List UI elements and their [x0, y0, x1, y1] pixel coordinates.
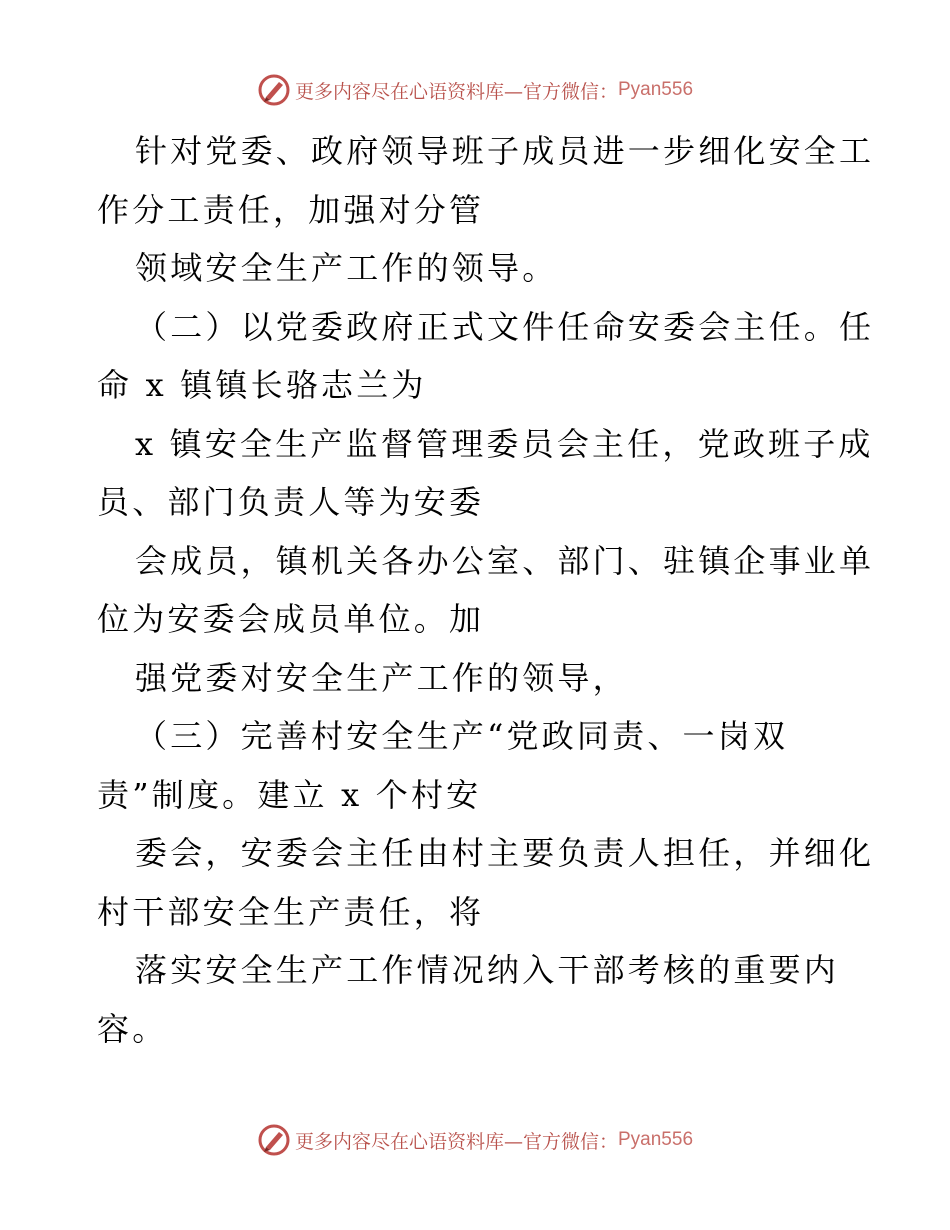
text-line: x 镇安全生产监督管理委员会主任，党政班子成 [135, 424, 874, 463]
header-watermark [0, 70, 950, 110]
text-line: 容。 [97, 1009, 168, 1048]
text-line: 位为安委会成员单位。加 [97, 600, 485, 638]
watermark-text: 更多内容尽在心语资料库—官方微信： [294, 1130, 618, 1153]
text-line: 命 x 镇镇长骆志兰为 [97, 366, 427, 404]
footer-watermark [0, 1120, 950, 1160]
text-line: 落实安全生产工作情况纳入干部考核的重要内 [135, 951, 840, 989]
text-line: 村干部安全生产责任，将 [97, 892, 485, 931]
watermark-id: Pyan556 [618, 1129, 694, 1150]
text-line: 委会，安委会主任由村主要负责人担任，并细化 [135, 834, 875, 872]
watermark-id: Pyan556 [618, 79, 694, 100]
text-line: （二）以党委政府正式文件任命安委会主任。任 [135, 307, 875, 346]
pen-logo-icon [257, 73, 291, 107]
watermark-text: 更多内容尽在心语资料库—官方微信： [294, 80, 618, 103]
pen-logo-icon [257, 1123, 291, 1157]
text-line: 作分工责任，加强对分管 [97, 190, 485, 229]
document-body [97, 122, 875, 1058]
text-line: 员、部门负责人等为安委 [97, 483, 485, 521]
text-line: 会成员，镇机关各办公室、部门、驻镇企事业单 [135, 541, 875, 580]
text-line: （三）完善村安全生产“党政同责、一岗双 [135, 717, 789, 755]
text-line: 领域安全生产工作的领导。 [135, 249, 558, 287]
text-line: 责”制度。建立 x 个村安 [97, 775, 482, 814]
text-line: 针对党委、政府领导班子成员进一步细化安全工 [135, 132, 875, 170]
text-line: 强党委对安全生产工作的领导， [135, 658, 628, 697]
